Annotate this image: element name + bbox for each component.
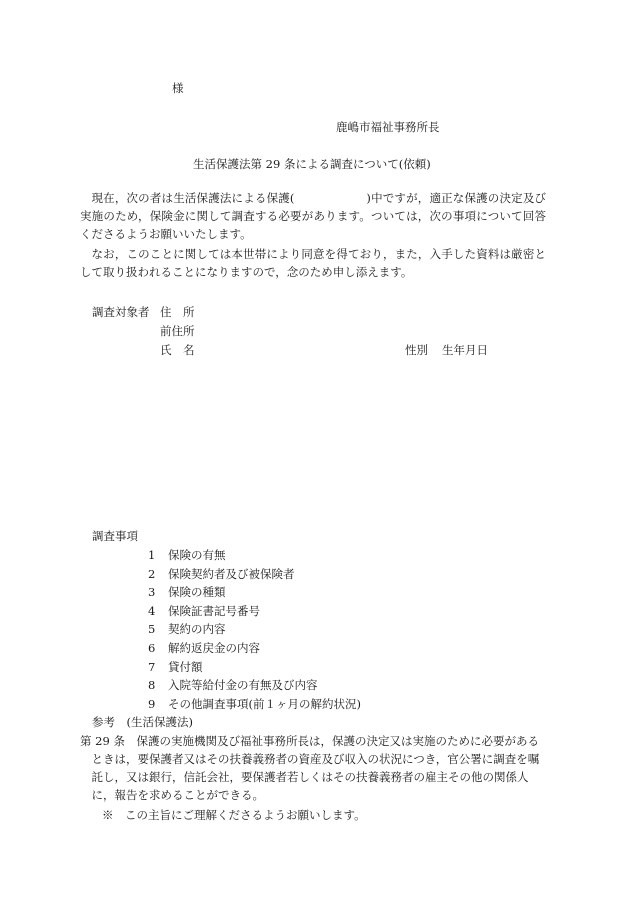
- item-row: [148, 583, 226, 601]
- name-label: 氏 名: [160, 343, 195, 357]
- item-text: 貸付額: [168, 659, 203, 674]
- item-text: 保険の種類: [168, 585, 226, 600]
- items-heading: 調査事項: [92, 529, 138, 543]
- item-number: 7: [148, 659, 156, 674]
- note: [102, 806, 366, 824]
- item-row: [148, 620, 226, 638]
- gender-label: 性別: [405, 343, 428, 357]
- subject-heading: 調査対象者: [92, 305, 150, 319]
- para1-suffix: )中ですが，適正な保護の決定及び実施のため，保険金に関して調査する必要があります。ついては，次の事項について回答くださるようお願いいたします。: [80, 191, 546, 241]
- sender: 鹿嶋市福祉事務所長: [336, 120, 440, 134]
- addressee-suffix: 様: [172, 81, 184, 95]
- article-29: [80, 732, 546, 804]
- body-paragraph-1: [80, 189, 546, 243]
- item-row: [148, 695, 361, 713]
- address-label: 住 所: [160, 305, 195, 319]
- item-row: [148, 639, 260, 657]
- item-text: 保険証書記号番号: [168, 603, 260, 618]
- item-number: 8: [148, 678, 156, 693]
- article-29-body: [80, 732, 546, 804]
- item-number: 5: [148, 622, 156, 637]
- dob-label: 生年月日: [442, 343, 488, 357]
- item-number: 1: [148, 548, 156, 562]
- reference-heading: 参考 (生活保護法): [92, 715, 193, 729]
- item-text: 保険の有無: [168, 548, 226, 562]
- item-number: 9: [148, 696, 156, 711]
- item-row: [148, 676, 318, 694]
- item-text: 解約返戻金の内容: [168, 641, 260, 655]
- article-text: 保護の実施機関及び福祉事務所長は，保護の決定又は実施のために必要があるときは，要保護者又はその扶養義務者の資産及び収入の状況につき，官公署に調査を嘱託し，又は銀行，信託会社，要保護者若しくはその扶養義務者の雇主その他の関係人に，報告を求めることができる。: [91, 734, 540, 802]
- item-row: [148, 565, 295, 583]
- note-text: この主旨にご理解くださるようお願いします。: [125, 808, 366, 822]
- item-text: その他調査事項(前１ヶ月の解約状況): [168, 696, 361, 711]
- para1-prefix: 現在，次の者は生活保護法による保護(: [91, 191, 295, 205]
- item-number: 4: [148, 603, 156, 618]
- item-row: [148, 602, 260, 620]
- body-paragraph-2: なお，このことに関しては本世帯により同意を得ており，また，入手した資料は厳密として取り扱われることになりますので，念のため申し添えます。: [80, 247, 546, 279]
- document-title: 生活保護法第 29 条による調査について(依頼): [193, 157, 431, 171]
- prev-address-label: 前住所: [160, 324, 195, 338]
- note-mark: ※: [102, 808, 114, 822]
- item-text: 入院等給付金の有無及び内容: [168, 678, 318, 693]
- item-number: 3: [148, 585, 156, 600]
- item-row: [148, 658, 203, 676]
- item-number: 2: [148, 566, 156, 581]
- item-row: [148, 546, 226, 564]
- item-number: 6: [148, 641, 156, 655]
- item-text: 保険契約者及び被保険者: [168, 566, 295, 581]
- item-text: 契約の内容: [168, 622, 226, 637]
- article-label: 第 29 条: [80, 734, 125, 748]
